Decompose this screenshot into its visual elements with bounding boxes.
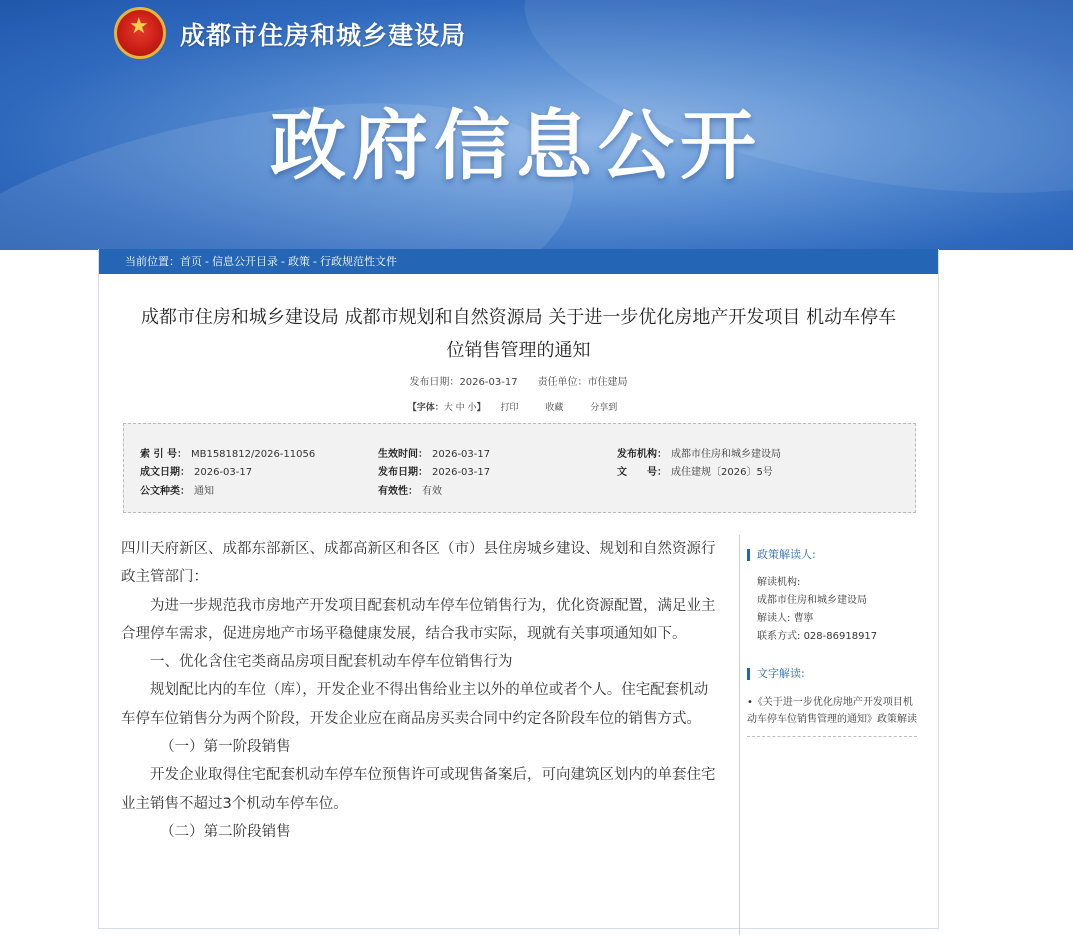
policy-interpreter-heading: 政策解读人: [747, 549, 917, 561]
info-written [140, 463, 252, 478]
info-value: 成都市住房和城乡建设局 [671, 449, 781, 460]
font-size-label: 【字体： [407, 403, 444, 413]
info-value: 通知 [194, 486, 214, 497]
info-label: 发布机构： [617, 449, 667, 460]
breadcrumb-catalog[interactable]: 信息公开目录 [211, 255, 278, 268]
share-button[interactable]: 分享到 [590, 403, 618, 413]
breadcrumb-normative-docs[interactable]: 行政规范性文件 [319, 255, 397, 268]
interpreter-contact-value: 028-86918917 [803, 631, 878, 642]
interpreter-contact-label: 联系方式: [757, 631, 801, 642]
interpreter-info [747, 574, 917, 646]
font-size-large[interactable]: 大 [443, 403, 453, 413]
document-title-line: 位销售管理的通知 [446, 340, 591, 361]
interpreter-contact [757, 628, 917, 646]
info-value: MB1581812/2026-11056 [190, 449, 316, 460]
interpreter-person-label: 解读人: [757, 613, 791, 624]
breadcrumb-prefix: 当前位置： [125, 255, 180, 268]
font-size-medium[interactable]: 中 [455, 403, 465, 413]
breadcrumb-separator: - [280, 255, 285, 268]
article-subheading: （二）第二阶段销售 [160, 823, 291, 840]
info-label: 生效时间： [378, 449, 428, 460]
breadcrumb-home[interactable]: 首页 [180, 255, 202, 268]
org-name[interactable]: 成都市住房和城乡建设局 [180, 22, 467, 50]
info-index [140, 445, 315, 460]
interpreter-person-value: 曹寧 [793, 613, 814, 624]
breadcrumb-separator: - [205, 255, 209, 268]
info-value: 2026-03-17 [432, 449, 491, 460]
info-label: 成文日期： [140, 467, 190, 478]
publish-date: 2026-03-17 [459, 377, 518, 388]
info-value: 2026-03-17 [432, 467, 491, 478]
font-size-small[interactable]: 小 [467, 403, 477, 413]
print-button[interactable]: 打印 [500, 403, 519, 413]
column-divider [739, 535, 740, 935]
interpreter-person [757, 610, 917, 628]
content-panel [98, 249, 939, 929]
info-validity [378, 482, 442, 497]
info-type [140, 482, 214, 497]
info-docno [617, 463, 773, 478]
breadcrumb-separator: - [312, 255, 317, 268]
article-paragraph: 四川天府新区、成都东部新区、成都高新区和各区（市）县住房城乡建设、规划和自然资源行政主管部门： [121, 541, 716, 586]
national-emblem-icon: ★ [114, 7, 166, 59]
info-effective [378, 445, 490, 460]
document-title-line: 成都市住房和城乡建设局 成都市规划和自然资源局 关于进一步优化房地产开发项目 机动车停车 [140, 307, 897, 328]
interpreter-org: 成都市住房和城乡建设局 [757, 595, 867, 606]
info-label: 发布日期： [378, 467, 428, 478]
article-paragraph: 为进一步规范我市房地产开发项目配套机动车停车位销售行为，优化资源配置，满足业主合理停车需求，促进房地产市场平稳健康发展，结合我市实际，现就有关事项通知如下。 [121, 597, 716, 642]
interpretation-doc-link[interactable]: •《关于进一步优化房地产开发项目机动车停车位销售管理的通知》政策解读 [747, 694, 917, 737]
document-meta [99, 373, 938, 388]
font-size-close: 】 [476, 403, 486, 413]
publish-date-label: 发布日期： [409, 377, 460, 388]
favorite-button[interactable]: 收藏 [545, 403, 564, 413]
banner-title: 政府信息公开 [270, 104, 762, 189]
info-label: 索 引 号： [140, 449, 187, 460]
article-paragraph: 开发企业取得住宅配套机动车停车位预售许可或现售备案后，可向建筑区划内的单套住宅业主销售不超过3个机动车停车位。 [121, 767, 716, 812]
text-interpretation-heading: 文字解读: [747, 668, 917, 680]
document-info-box [123, 423, 916, 513]
info-label: 文 号： [617, 467, 667, 478]
info-value: 2026-03-17 [194, 467, 253, 478]
info-pubdate [378, 463, 490, 478]
info-issuer [617, 445, 781, 460]
info-value: 成住建规〔2026〕5号 [671, 467, 773, 478]
info-label: 公文种类： [140, 486, 190, 497]
breadcrumb-policy[interactable]: 政策 [287, 255, 310, 268]
document-title [99, 274, 938, 367]
article-tools [99, 400, 938, 413]
article-heading: 一、优化含住宅类商品房项目配套机动车停车位销售行为 [150, 654, 513, 671]
article-body [121, 535, 721, 846]
header-banner [0, 0, 1073, 250]
breadcrumb [99, 249, 938, 274]
info-label: 有效性： [378, 486, 418, 497]
interpreter-org-label: 解读机构: [757, 577, 801, 588]
info-value: 有效 [422, 486, 442, 497]
article-paragraph: 规划配比内的车位（库），开发企业不得出售给业主以外的单位或者个人。住宅配套机动车停车位销售分为两个阶段，开发企业应在商品房买卖合同中约定各阶段车位的销售方式。 [121, 682, 709, 727]
article-subheading: （一）第一阶段销售 [160, 739, 291, 756]
dept-label: 责任单位： [537, 377, 588, 388]
sidebar [747, 549, 917, 737]
dept-value: 市住建局 [587, 377, 628, 388]
